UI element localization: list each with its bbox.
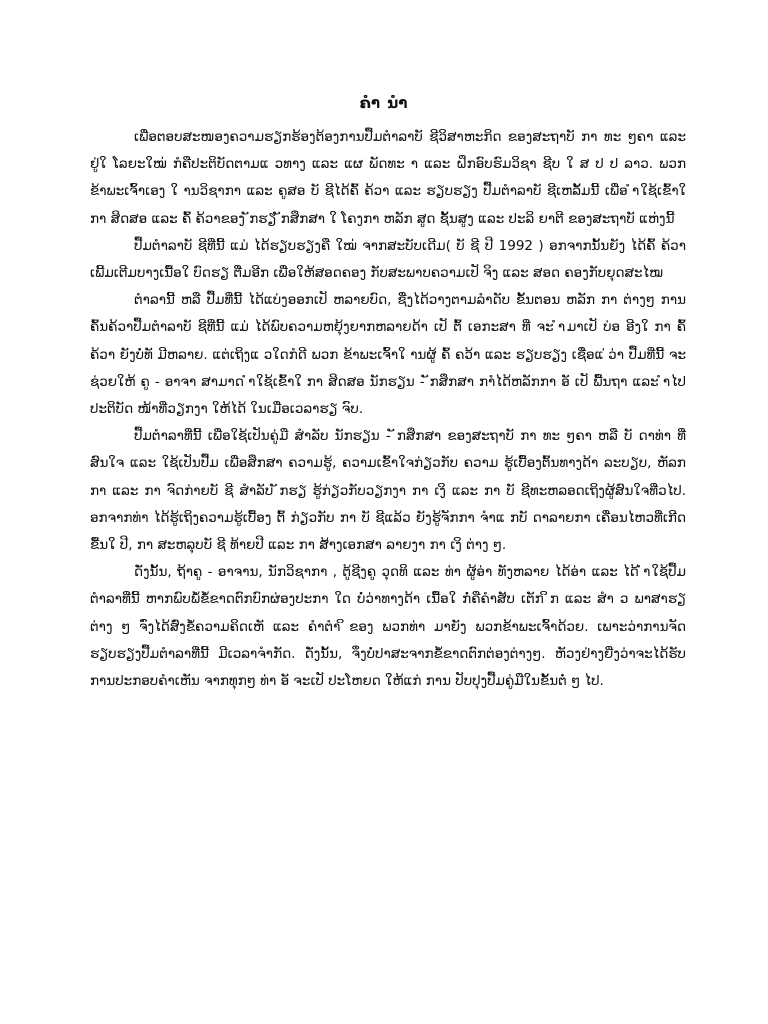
document-body: [90, 124, 686, 695]
document-title: ຄຳ ນຳ: [359, 94, 409, 112]
paragraph-5: ດັ່ງນັ້ນ, ຖ້າຄູ - ອາຈານ, ນັກວິຊາກາ , ຕູ້ຊີງຄູ ວຸດທິ ແລະ ທ່າ ຜູ້ອ່າ ທັງຫລາຍ ໄດ້ອ່າ ແລະ ໄດ້ ຳໃຊ້ປື້ມຕຳລາທີ່ນີ້ ຫາກພົບພໍ້ຂໍ້ຂາດຕົກບົກຜ່ອງປະກາ ໃດ ບໍ່ວ່າທາງດ້າ ເນື້ອໃ ກໍ່ຄືຄຳສັບ ເຕັກ ິກ ແລະ ສຳ ວ ພາສາຮຽ ຕ່າງ ໆ ຈົ່ງໄດ້ສົ່ງຂໍ້ຄວາມຄິດເຫັ ແລະ ຄຳຕຳ ິຂອງ ພວກທ່າ ມາຍັງ ພວກຂ້າພະເຈົ້າດ້ວຍ. ເພາະວ່າການຈັດຮຽບຮຽງປື້ມຕຳລາທີ່ນີ້ ມີເວລາຈຳກັດ. ດັ່ງນັ້ນ, ຈຶ່ງບໍ່ປາສະຈາກຂໍ້ຂາດຕົກຕ່ອງຕ່າງໆ. ຫັວງຢ່າງຍີ່ງວ່າຈະໄດ້ຮັບ ການປະກອບຄຳເຫັນ ຈາກທຸກໆ ທ່າ ອັ ຈະເປັ ປະໂຫຍດ ໃຫ້ແກ່ ການ ປັບປຸງປື້ມຄູ່ມືໃນຂັ້ນຕໍ່ ໆ ໄປ.: [90, 564, 686, 690]
paragraph-1: ເພື່ອຕອບສະໜອງຄວາມຮຽກຮ້ອງຕ້ອງການປື້ມຕຳລາບັ ຊີວິສາຫະກິດ ຂອງສະຖາບັ ກາ ທະ ໆຄາ ແລະ ຢູ່ໃ ໂລຍະໃໝ່ ກໍຄືປະຕິບັດຕາມແ ວທາງ ແລະ ແຜ ພັດທະ າ ແລະ ຝຶກອົບຮົມວິຊາ ຊີບ ໃ ສ ປ ປ ລາວ. ພວກຂ້າພະເຈົ້າເອງ ໃ ານວິຊາກາ ແລະ ຄູສອ ບັ ຊີໄດ້ຄົ້ ຄ້ວາ ແລະ ຮຽບຮຽງ ປື້ມຕຳລາບັ ຊີເຫລັ້ມນີ້ ເພື່ອ ຳໃຊ້ເຂົ້າໃ ກາ ສິດສອ ແລະ ຄົ້ ຄ້ວາຂອງ ັກຮຽ ັກສຶກສາ ໃ ໂຄງກາ ຫລັກ ສູດ ຊັ້ນສູງ ແລະ ປະລິ ຍາຕີ ຂອງສະຖາບັ ແຫ່ງນີ້: [90, 129, 686, 227]
paragraph-4: ປື້ມຕຳລາທີ່ນີ້ ເພື່ອໃຊ້ເປັນຄູ່ມື ສຳລັບ ນັກຮຽນ - ັກສຶກສາ ຂອງສະຖາບັ ກາ ທະ ໆຄາ ຫລື ບັ ດາທ່າ ທີ່ສົນໃຈ ແລະ ໃຊ້ເປັນປື້ມ ເພື່ອສຶກສາ ຄວາມຮູ້, ຄວາມເຂົ້າໃຈກ່ຽວກັບ ຄວາມ ຮູ້ເບື້ອງຕົ້ນທາງດ້າ ລະບຽບ, ຫັລກກາ ແລະ ກາ ຈົດກ່າຍບັ ຊີ ສຳລັບ ັກຮຽ ຮູ້ກ່ຽວກັບວຽກງາ ກາ ເງິ ແລະ ກາ ບັ ຊີທະຫລອດເຖິງຜູ້ສົນໃຈທີ່ວໄປ. ອກຈາກທ່າ ໄດ້ຮູ້ເຖິງຄວາມຮູ້ເບື້ອງ ຕົ້ ກ່ຽວກັບ ກາ ບັ ຊີແລ້ວ ຍັງຮູ້ຈັກກາ ຈຳແ ກບັ ດາລາຍກາ ເຄື່ອນໄຫວທີ່ເກີດຂື້ນໃ ປີ, ກາ ສະຫລຸບບັ ຊີ ທ້າຍປີ ແລະ ກາ ສ້າງເອກສາ ລາຍງາ ກາ ເງິ ຕ່າງ ໆ.: [90, 428, 686, 554]
paragraph-3: ຕຳລານີ້ ຫລື ປື້ມທີ່ນີ້ ໄດ້ແບ່ງອອກເປັ ຫລາຍບົດ, ຊື່ງໄດ້ວາງຕາມລຳດັບ ຂັ້ນຕອນ ຫລັກ ກາ ຕ່າງໆ ການຄົ້ນຄ້ວາປື້ມຕຳລາບັ ຊີທີ່ນີ້ ແມ່ ໄດ້ພົບຄວາມຫຍຸ້ງຍາກຫລາຍດ້າ ເປັ ຕົ້ ເອກະສາ ທີ່ ຈະ ຳມາເປັ ບ່ອ ອີງໃ ກາ ຄົ້ ຄ້ວາ ຍັງບໍ່ທັ ມີຫລາຍ. ແຕ່ເຖິງແ ວໃດກໍດີ ພວກ ຂ້າພະເຈົ້າໃ ານຜູ້ ຄົ້ ຄວ້າ ແລະ ຮຽບຮຽງ ເຊື່ອແ ່ວ່າ ປື້ມທີ່ນີ້ ຈະຊ່ວຍໃຫ້ ຄູ - ອາຈາ ສາມາດ ຳໃຊ້ເຂົ້າໃ ກາ ສິດສອ ນັກຮຽນ - ັກສຶກສາ ກາໍໄດ້ຫລັກກາ ອັ ເປັ ພື້ນຖາ ແລະ ຳໄປປະຕິບັດ ໜ້າທີ່ວຽກງາ ໃຫ້ໄດ້ ໃນເມື່ອເວລາຮຽ ຈົບ.: [90, 292, 686, 418]
paragraph-2: ປື້ມຕຳລາບັ ຊີທີ່ນີ້ ແມ່ ໄດ້ຮຽບຮຽງຄື ໃໝ່ ຈາກສະບັບເດີມ( ບັ ຊີ ປີ 1992 ) ອກຈາກນັ້ນຍັງ ໄດ້ຄົ້ ຄ້ວາເພີ້ມເຕີມບາງເນື້ອໃ ບົດຮຽ ຕື່ມອີກ ເພື່ອໃຫ້ສອດຄອງ ກັບສະພາບຄວາມເປັ ຈິງ ແລະ ສອດ ຄອງກັບຍຸດສະໄໝ: [90, 237, 686, 282]
